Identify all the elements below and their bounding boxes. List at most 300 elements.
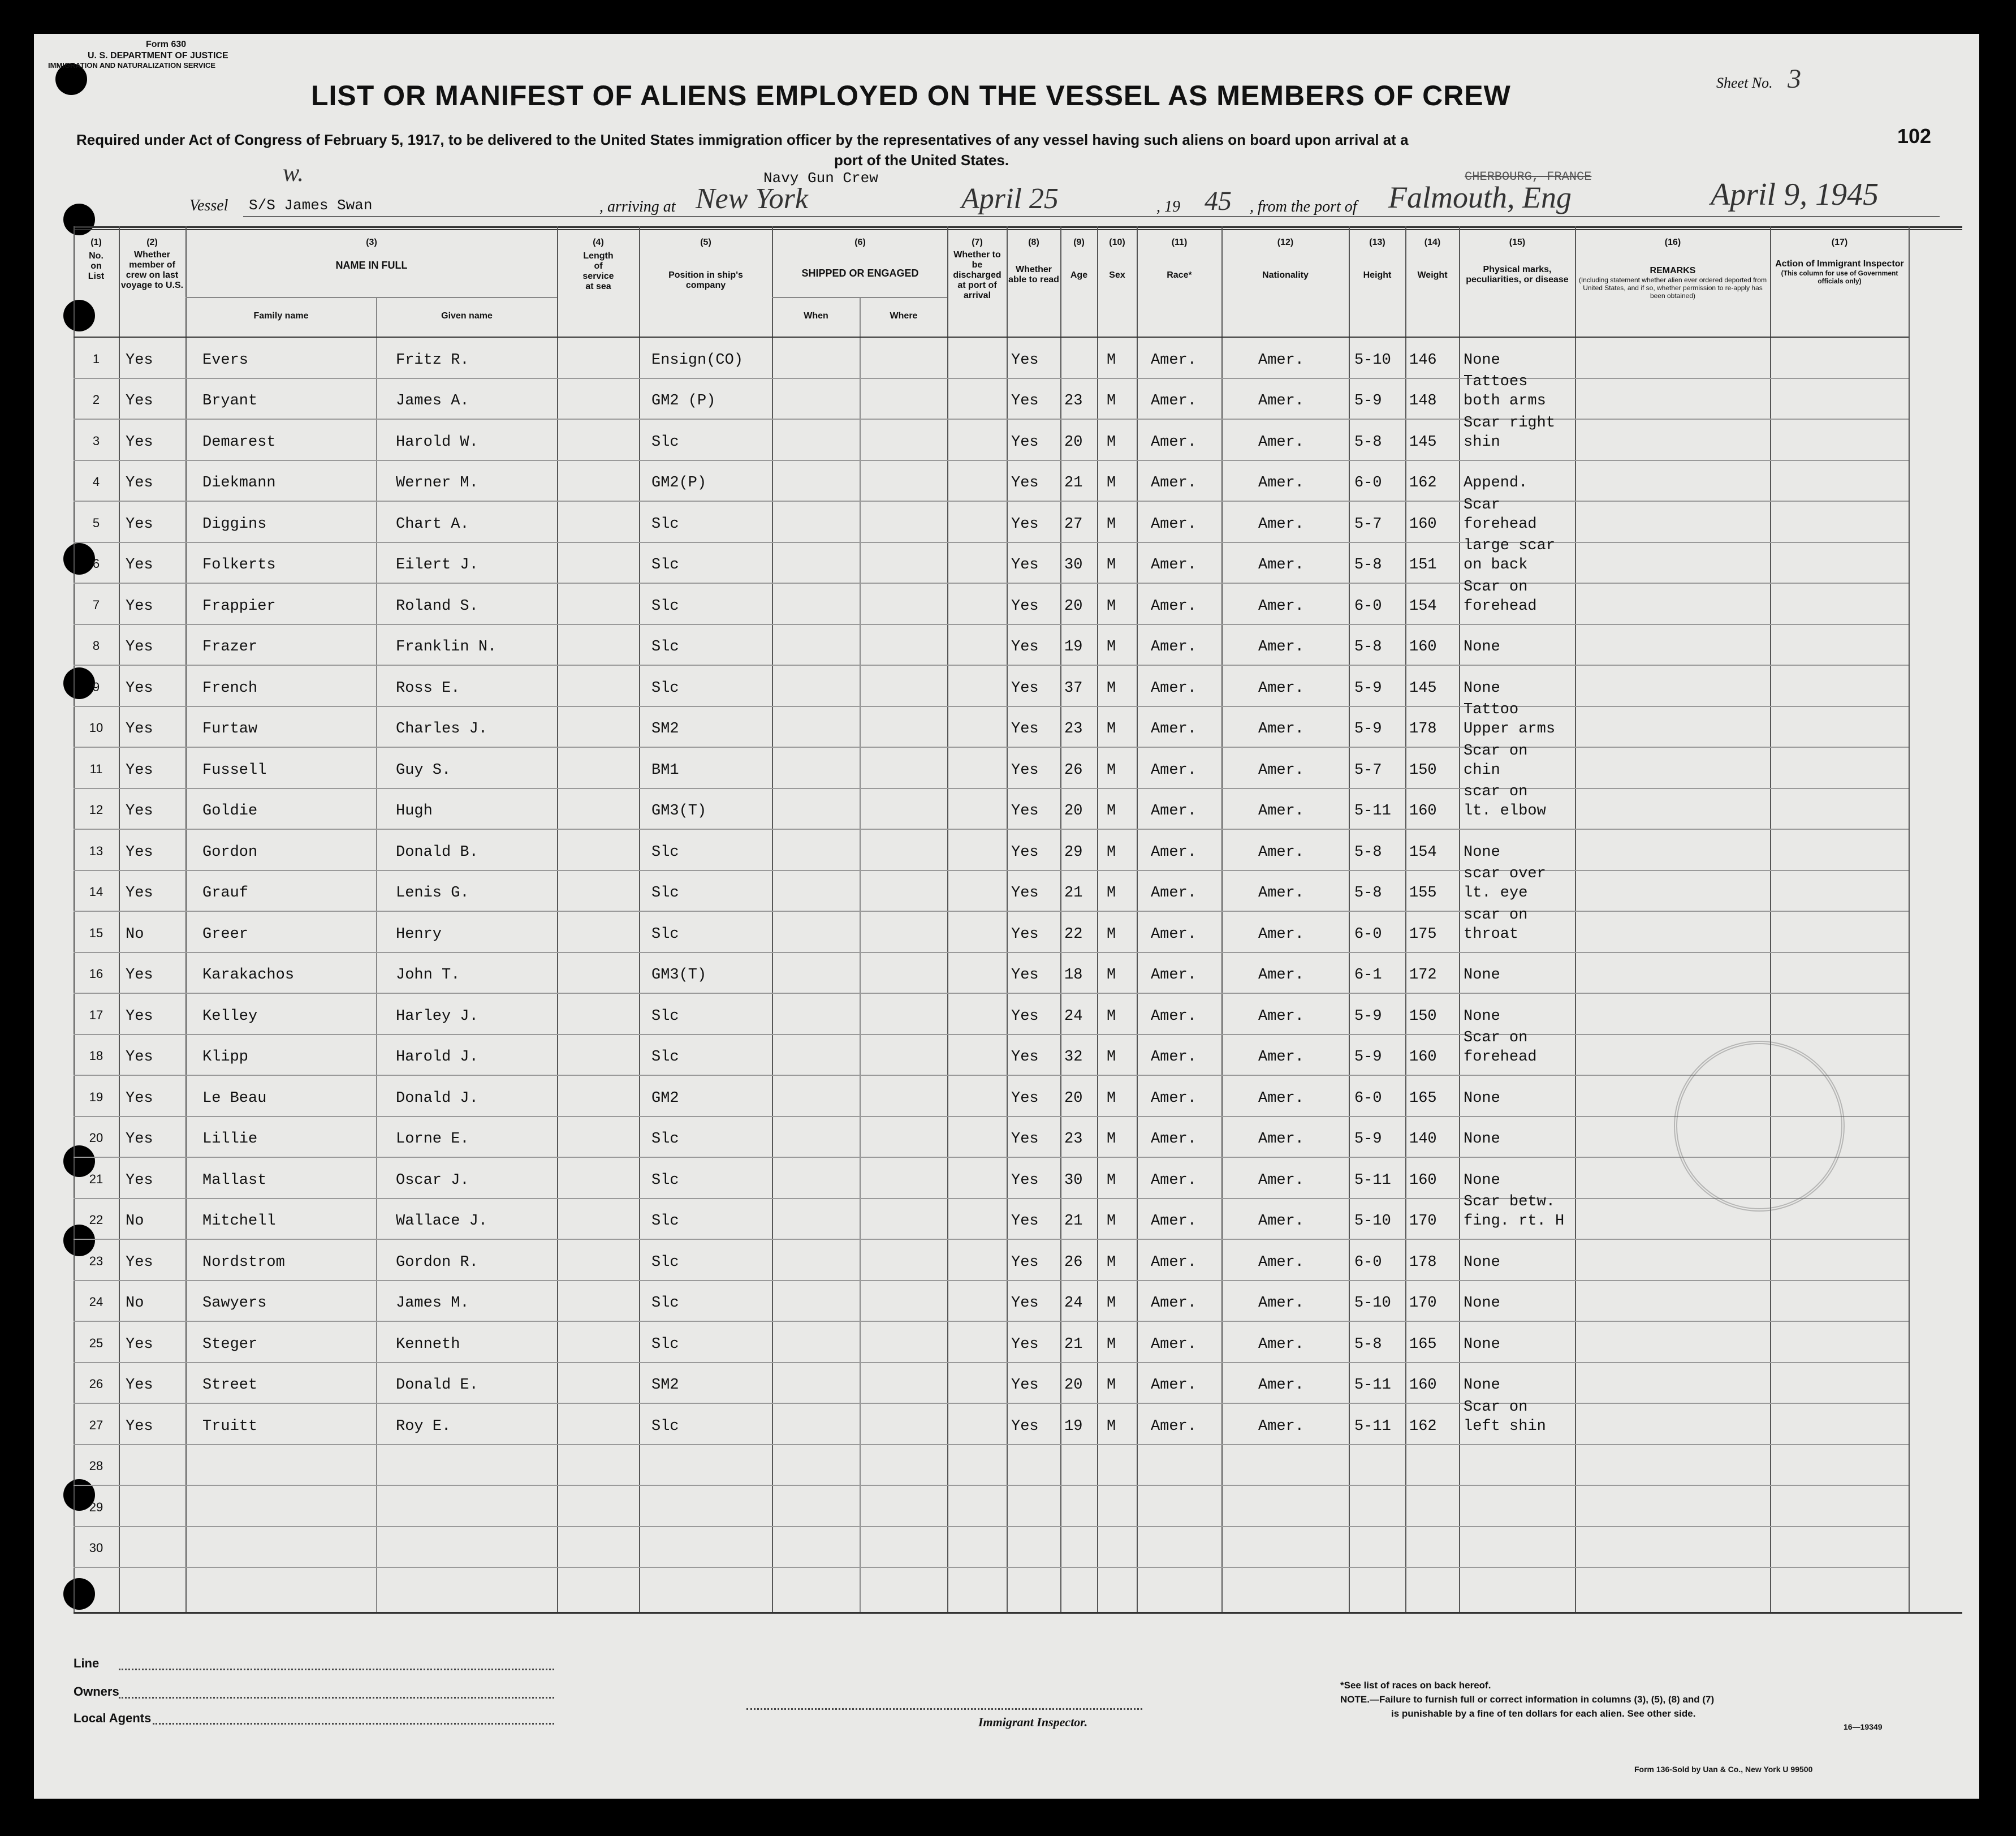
row-rule (74, 1116, 1909, 1117)
row-rule (74, 460, 1909, 461)
row-read: Yes (1011, 1418, 1039, 1435)
row-marks-above: Scar (1464, 497, 1500, 514)
row-age: 19 (1064, 639, 1083, 656)
row-family: Klipp (202, 1049, 249, 1066)
row-given: Chart A. (396, 516, 469, 533)
row-marks: Upper arms (1464, 721, 1556, 738)
row-race: Amer. (1151, 1049, 1197, 1066)
row-nat: Amer. (1258, 352, 1305, 369)
row-race: Amer. (1151, 803, 1197, 820)
row-weight: 150 (1409, 1008, 1437, 1025)
row-age: 24 (1064, 1295, 1083, 1312)
row-weight: 150 (1409, 762, 1437, 779)
row-age: 19 (1064, 1418, 1083, 1435)
row-given: Guy S. (396, 762, 451, 779)
row-given: Werner M. (396, 475, 478, 492)
form-code: 16—19349 (1844, 1722, 1883, 1731)
row-position: Slc (651, 1295, 679, 1312)
row-prev: Yes (126, 1418, 153, 1435)
row-position: Slc (651, 1418, 679, 1435)
row-marks-above: scar over (1464, 865, 1546, 882)
col-header-position: (5) Position in ship's company (668, 238, 743, 290)
row-sex: M (1107, 1008, 1116, 1025)
row-sex: M (1107, 516, 1116, 533)
row-given: Charles J. (396, 721, 488, 738)
row-weight: 151 (1409, 557, 1437, 574)
row-rule (74, 501, 1909, 502)
row-family: Furtaw (202, 721, 258, 738)
row-sex: M (1107, 680, 1116, 697)
row-prev: Yes (126, 762, 153, 779)
row-family: Karakachos (202, 967, 295, 984)
row-prev: Yes (126, 1131, 153, 1148)
row-weight: 165 (1409, 1336, 1437, 1353)
arrival-year: 45 (1205, 186, 1232, 216)
row-age: 22 (1064, 926, 1083, 943)
row-sex: M (1107, 885, 1116, 902)
row-family: Frappier (202, 598, 276, 615)
row-weight: 145 (1409, 680, 1437, 697)
crew-note: Navy Gun Crew (763, 170, 878, 187)
row-nat: Amer. (1258, 1336, 1305, 1353)
row-age: 18 (1064, 967, 1083, 984)
row-nat: Amer. (1258, 926, 1305, 943)
row-prev: No (126, 1213, 144, 1230)
row-prev: Yes (126, 1090, 153, 1107)
row-read: Yes (1011, 516, 1039, 533)
row-nat: Amer. (1258, 844, 1305, 861)
row-read: Yes (1011, 885, 1039, 902)
row-prev: No (126, 926, 144, 943)
row-prev: Yes (126, 885, 153, 902)
row-sex: M (1107, 1213, 1116, 1230)
row-nat: Amer. (1258, 885, 1305, 902)
row-rule (74, 993, 1909, 994)
punch-hole (63, 300, 95, 331)
row-sex: M (1107, 926, 1116, 943)
row-rule (74, 1444, 1909, 1445)
row-prev: Yes (126, 1336, 153, 1353)
row-family: Folkerts (202, 557, 276, 574)
row-marks: forehead (1464, 598, 1537, 615)
row-height: 6-0 (1354, 1090, 1382, 1107)
col-header-discharged: (7) Whether to be discharged at port of arrival (953, 238, 1001, 300)
row-no: 10 (89, 721, 103, 735)
row-family: Bryant (202, 393, 258, 410)
row-rule (74, 1034, 1909, 1035)
row-given: Donald E. (396, 1377, 478, 1394)
row-rule (74, 911, 1909, 912)
row-weight: 165 (1409, 1090, 1437, 1107)
col-header-weight: (14) Weight (1417, 238, 1448, 280)
vessel-underline (243, 216, 1940, 217)
row-read: Yes (1011, 352, 1039, 369)
row-height: 6-0 (1354, 926, 1382, 943)
row-read: Yes (1011, 1008, 1039, 1025)
row-prev: Yes (126, 434, 153, 451)
form-number: Form 630 (146, 40, 187, 49)
row-height: 5-11 (1354, 1172, 1391, 1189)
row-position: GM2 (P) (651, 393, 716, 410)
row-marks-above: Scar right (1464, 415, 1556, 432)
sheet-number-value: 3 (1788, 64, 1802, 94)
row-rule (74, 542, 1909, 543)
row-race: Amer. (1151, 1213, 1197, 1230)
row-race: Amer. (1151, 352, 1197, 369)
row-sex: M (1107, 762, 1116, 779)
row-sex: M (1107, 1336, 1116, 1353)
row-race: Amer. (1151, 1336, 1197, 1353)
row-age: 30 (1064, 1172, 1083, 1189)
row-family: Demarest (202, 434, 276, 451)
row-marks: shin (1464, 434, 1500, 451)
manifest-sheet (34, 34, 1979, 1799)
row-given: Lorne E. (396, 1131, 469, 1148)
col-header-shipped: (6) SHIPPED OR ENGAGED (801, 238, 919, 279)
vessel-label: Vessel (189, 197, 228, 214)
row-no: 24 (89, 1295, 103, 1309)
row-read: Yes (1011, 1090, 1039, 1107)
row-nat: Amer. (1258, 475, 1305, 492)
col-header-when: When (804, 311, 828, 321)
row-marks: lt. elbow (1464, 803, 1546, 820)
manifest-subtitle-line2: port of the United States. (834, 152, 1009, 169)
row-marks: None (1464, 1090, 1500, 1107)
arrival-date: April 25 (961, 183, 1059, 215)
row-weight: 160 (1409, 1377, 1437, 1394)
row-marks: lt. eye (1464, 885, 1528, 902)
col-header-remarks: (16) REMARKS (Including statement whether alien ever ordered deported from United States, and if so, whether permission to re-apply has been obtained) (1578, 238, 1767, 300)
row-marks-above: Scar on (1464, 579, 1528, 596)
row-given: Harold W. (396, 434, 478, 451)
row-rule (74, 624, 1909, 625)
row-family: French (202, 680, 258, 697)
row-race: Amer. (1151, 1008, 1197, 1025)
row-given: Fritz R. (396, 352, 469, 369)
row-age: 23 (1064, 393, 1083, 410)
row-nat: Amer. (1258, 1213, 1305, 1230)
row-given: James A. (396, 393, 469, 410)
punch-hole (63, 1578, 95, 1610)
row-race: Amer. (1151, 434, 1197, 451)
row-race: Amer. (1151, 680, 1197, 697)
row-family: Goldie (202, 803, 258, 820)
row-marks-above: Scar betw. (1464, 1193, 1556, 1210)
row-age: 21 (1064, 1336, 1083, 1353)
row-age: 20 (1064, 803, 1083, 820)
row-nat: Amer. (1258, 639, 1305, 656)
row-race: Amer. (1151, 1131, 1197, 1148)
row-read: Yes (1011, 1131, 1039, 1148)
row-no: 22 (89, 1213, 103, 1227)
row-marks: None (1464, 1377, 1500, 1394)
row-given: Donald B. (396, 844, 478, 861)
row-race: Amer. (1151, 885, 1197, 902)
races-note: *See list of races on back hereof. (1340, 1680, 1491, 1691)
row-read: Yes (1011, 557, 1039, 574)
row-read: Yes (1011, 803, 1039, 820)
row-rule (74, 1198, 1909, 1199)
vessel-name: S/S James Swan (249, 197, 373, 214)
row-height: 5-10 (1354, 1213, 1391, 1230)
row-family: Nordstrom (202, 1254, 285, 1271)
row-nat: Amer. (1258, 1049, 1305, 1066)
row-sex: M (1107, 1295, 1116, 1312)
row-age: 20 (1064, 1377, 1083, 1394)
row-no: 26 (89, 1377, 103, 1391)
row-read: Yes (1011, 762, 1039, 779)
col-header-name: (3) NAME IN FULL (335, 238, 408, 271)
row-no: 14 (89, 885, 103, 899)
row-no: 20 (89, 1131, 103, 1145)
row-rule (74, 1157, 1909, 1158)
row-family: Fussell (202, 762, 267, 779)
row-no: 23 (89, 1254, 103, 1268)
row-weight: 160 (1409, 516, 1437, 533)
row-marks-above: Tattoes (1464, 373, 1528, 390)
row-no: 18 (89, 1049, 103, 1063)
row-sex: M (1107, 1131, 1116, 1148)
row-no: 16 (89, 967, 103, 981)
row-prev: Yes (126, 1008, 153, 1025)
row-prev: Yes (126, 557, 153, 574)
line-label: Line (74, 1656, 100, 1670)
row-given: Kenneth (396, 1336, 460, 1353)
row-given: Lenis G. (396, 885, 469, 902)
row-marks: None (1464, 967, 1500, 984)
row-weight: 154 (1409, 598, 1437, 615)
row-read: Yes (1011, 926, 1039, 943)
row-prev: Yes (126, 803, 153, 820)
row-family: Diggins (202, 516, 267, 533)
arriving-label: , arriving at (599, 198, 676, 216)
row-position: Slc (651, 844, 679, 861)
row-given: Wallace J. (396, 1213, 488, 1230)
row-marks: None (1464, 680, 1500, 697)
row-position: Slc (651, 926, 679, 943)
row-sex: M (1107, 475, 1116, 492)
row-position: Slc (651, 1049, 679, 1066)
row-marks: None (1464, 639, 1500, 656)
row-prev: Yes (126, 516, 153, 533)
row-position: Slc (651, 557, 679, 574)
row-marks: None (1464, 1172, 1500, 1189)
row-rule (74, 788, 1909, 789)
row-given: Gordon R. (396, 1254, 478, 1271)
row-marks-above: scar on (1464, 907, 1528, 924)
row-sex: M (1107, 1049, 1116, 1066)
row-no: 6 (92, 557, 100, 571)
row-nat: Amer. (1258, 1295, 1305, 1312)
row-sex: M (1107, 844, 1116, 861)
row-age: 21 (1064, 885, 1083, 902)
row-rule (74, 747, 1909, 748)
row-marks-above: Scar on (1464, 1399, 1528, 1416)
row-sex: M (1107, 639, 1116, 656)
row-height: 5-10 (1354, 1295, 1391, 1312)
row-rule (74, 1321, 1909, 1322)
row-family: Steger (202, 1336, 258, 1353)
row-no: 4 (92, 475, 100, 489)
row-weight: 162 (1409, 475, 1437, 492)
row-weight: 160 (1409, 803, 1437, 820)
row-height: 6-0 (1354, 1254, 1382, 1271)
row-age: 27 (1064, 516, 1083, 533)
row-position: GM3(T) (651, 803, 707, 820)
row-nat: Amer. (1258, 393, 1305, 410)
row-height: 5-11 (1354, 1377, 1391, 1394)
manifest-title: LIST OR MANIFEST OF ALIENS EMPLOYED ON THE VESSEL AS MEMBERS OF CREW (311, 80, 1511, 111)
row-height: 5-8 (1354, 434, 1382, 451)
row-weight: 148 (1409, 393, 1437, 410)
row-no: 5 (92, 516, 100, 530)
row-family: Sawyers (202, 1295, 267, 1312)
row-prev: Yes (126, 1254, 153, 1271)
row-nat: Amer. (1258, 598, 1305, 615)
row-marks: None (1464, 1254, 1500, 1271)
row-rule (74, 583, 1909, 584)
col-header-where: Where (890, 311, 918, 321)
row-weight: 160 (1409, 639, 1437, 656)
row-prev: Yes (126, 598, 153, 615)
row-height: 5-8 (1354, 1336, 1382, 1353)
row-position: Slc (651, 639, 679, 656)
row-height: 5-9 (1354, 393, 1382, 410)
row-age: 29 (1064, 844, 1083, 861)
row-no: 17 (89, 1008, 103, 1022)
row-age: 21 (1064, 475, 1083, 492)
row-race: Amer. (1151, 844, 1197, 861)
row-weight: 178 (1409, 1254, 1437, 1271)
row-race: Amer. (1151, 762, 1197, 779)
row-weight: 160 (1409, 1049, 1437, 1066)
row-read: Yes (1011, 1172, 1039, 1189)
page-number: 102 (1897, 124, 1932, 148)
row-family: Diekmann (202, 475, 276, 492)
row-race: Amer. (1151, 926, 1197, 943)
row-position: Slc (651, 598, 679, 615)
row-no: 1 (92, 352, 100, 366)
row-marks: on back (1464, 557, 1528, 574)
row-rule (74, 829, 1909, 830)
row-prev: Yes (126, 721, 153, 738)
departure-date: April 9, 1945 (1711, 177, 1879, 212)
row-given: Franklin N. (396, 639, 497, 656)
row-rule (74, 1567, 1909, 1568)
row-race: Amer. (1151, 475, 1197, 492)
row-nat: Amer. (1258, 803, 1305, 820)
row-no: 12 (89, 803, 103, 817)
row-family: Kelley (202, 1008, 258, 1025)
row-no: 15 (89, 926, 103, 940)
row-sex: M (1107, 1254, 1116, 1271)
row-marks: left shin (1464, 1418, 1546, 1435)
row-weight: 146 (1409, 352, 1437, 369)
row-race: Amer. (1151, 393, 1197, 410)
row-weight: 160 (1409, 1172, 1437, 1189)
vessel-annotation: w. (283, 159, 304, 187)
row-prev: Yes (126, 1377, 153, 1394)
row-nat: Amer. (1258, 1418, 1305, 1435)
row-age: 26 (1064, 1254, 1083, 1271)
row-sex: M (1107, 967, 1116, 984)
row-nat: Amer. (1258, 721, 1305, 738)
printer-line: Form 136-Sold by Uan & Co., New York U 99500 (1634, 1765, 1813, 1774)
row-race: Amer. (1151, 639, 1197, 656)
row-position: GM3(T) (651, 967, 707, 984)
col-header-length-service: (4) Length of service at sea (582, 238, 614, 291)
row-height: 5-8 (1354, 844, 1382, 861)
row-read: Yes (1011, 1254, 1039, 1271)
row-age: 24 (1064, 1008, 1083, 1025)
row-sex: M (1107, 393, 1116, 410)
row-weight: 155 (1409, 885, 1437, 902)
row-nat: Amer. (1258, 1090, 1305, 1107)
row-age: 30 (1064, 557, 1083, 574)
row-height: 5-9 (1354, 721, 1382, 738)
row-read: Yes (1011, 680, 1039, 697)
row-race: Amer. (1151, 598, 1197, 615)
row-weight: 170 (1409, 1213, 1437, 1230)
row-no: 30 (89, 1541, 103, 1555)
row-marks: both arms (1464, 393, 1546, 410)
row-given: Roland S. (396, 598, 478, 615)
row-age: 32 (1064, 1049, 1083, 1066)
row-given: Eilert J. (396, 557, 478, 574)
row-no: 25 (89, 1336, 103, 1350)
row-no: 21 (89, 1172, 103, 1186)
penalty-note: NOTE.—Failure to furnish full or correct information in columns (3), (5), (8) and (7) (1340, 1694, 1715, 1705)
row-height: 5-7 (1354, 762, 1382, 779)
from-port-label: , from the port of (1250, 198, 1357, 216)
row-nat: Amer. (1258, 516, 1305, 533)
row-position: Slc (651, 680, 679, 697)
row-rule (74, 419, 1909, 420)
row-position: Slc (651, 885, 679, 902)
row-height: 5-11 (1354, 1418, 1391, 1435)
col-header-family-name: Family name (253, 311, 309, 321)
row-rule (74, 1485, 1909, 1486)
service: IMMIGRATION AND NATURALIZATION SERVICE (48, 61, 216, 70)
row-position: SM2 (651, 721, 679, 738)
row-rule (74, 870, 1909, 871)
row-sex: M (1107, 803, 1116, 820)
row-race: Amer. (1151, 516, 1197, 533)
row-family: Lillie (202, 1131, 258, 1148)
row-marks: throat (1464, 926, 1519, 943)
row-no: 7 (92, 598, 100, 612)
row-height: 5-9 (1354, 1131, 1382, 1148)
row-marks: None (1464, 844, 1500, 861)
row-nat: Amer. (1258, 1377, 1305, 1394)
row-sex: M (1107, 434, 1116, 451)
row-rule (74, 1526, 1909, 1527)
col-header-physical-marks: (15) Physical marks, peculiarities, or disease (1466, 238, 1569, 285)
col-header-inspector-action: (17) Action of Immigrant Inspector (This column for use of Government officials only) (1775, 238, 1904, 285)
row-nat: Amer. (1258, 1254, 1305, 1271)
row-position: Slc (651, 1336, 679, 1353)
row-family: Evers (202, 352, 249, 369)
row-read: Yes (1011, 844, 1039, 861)
row-read: Yes (1011, 1377, 1039, 1394)
row-family: Frazer (202, 639, 258, 656)
row-family: Mitchell (202, 1213, 276, 1230)
row-nat: Amer. (1258, 967, 1305, 984)
row-marks: fing. rt. H (1464, 1213, 1565, 1230)
row-given: Henry (396, 926, 442, 943)
row-family: Grauf (202, 885, 249, 902)
row-position: SM2 (651, 1377, 679, 1394)
